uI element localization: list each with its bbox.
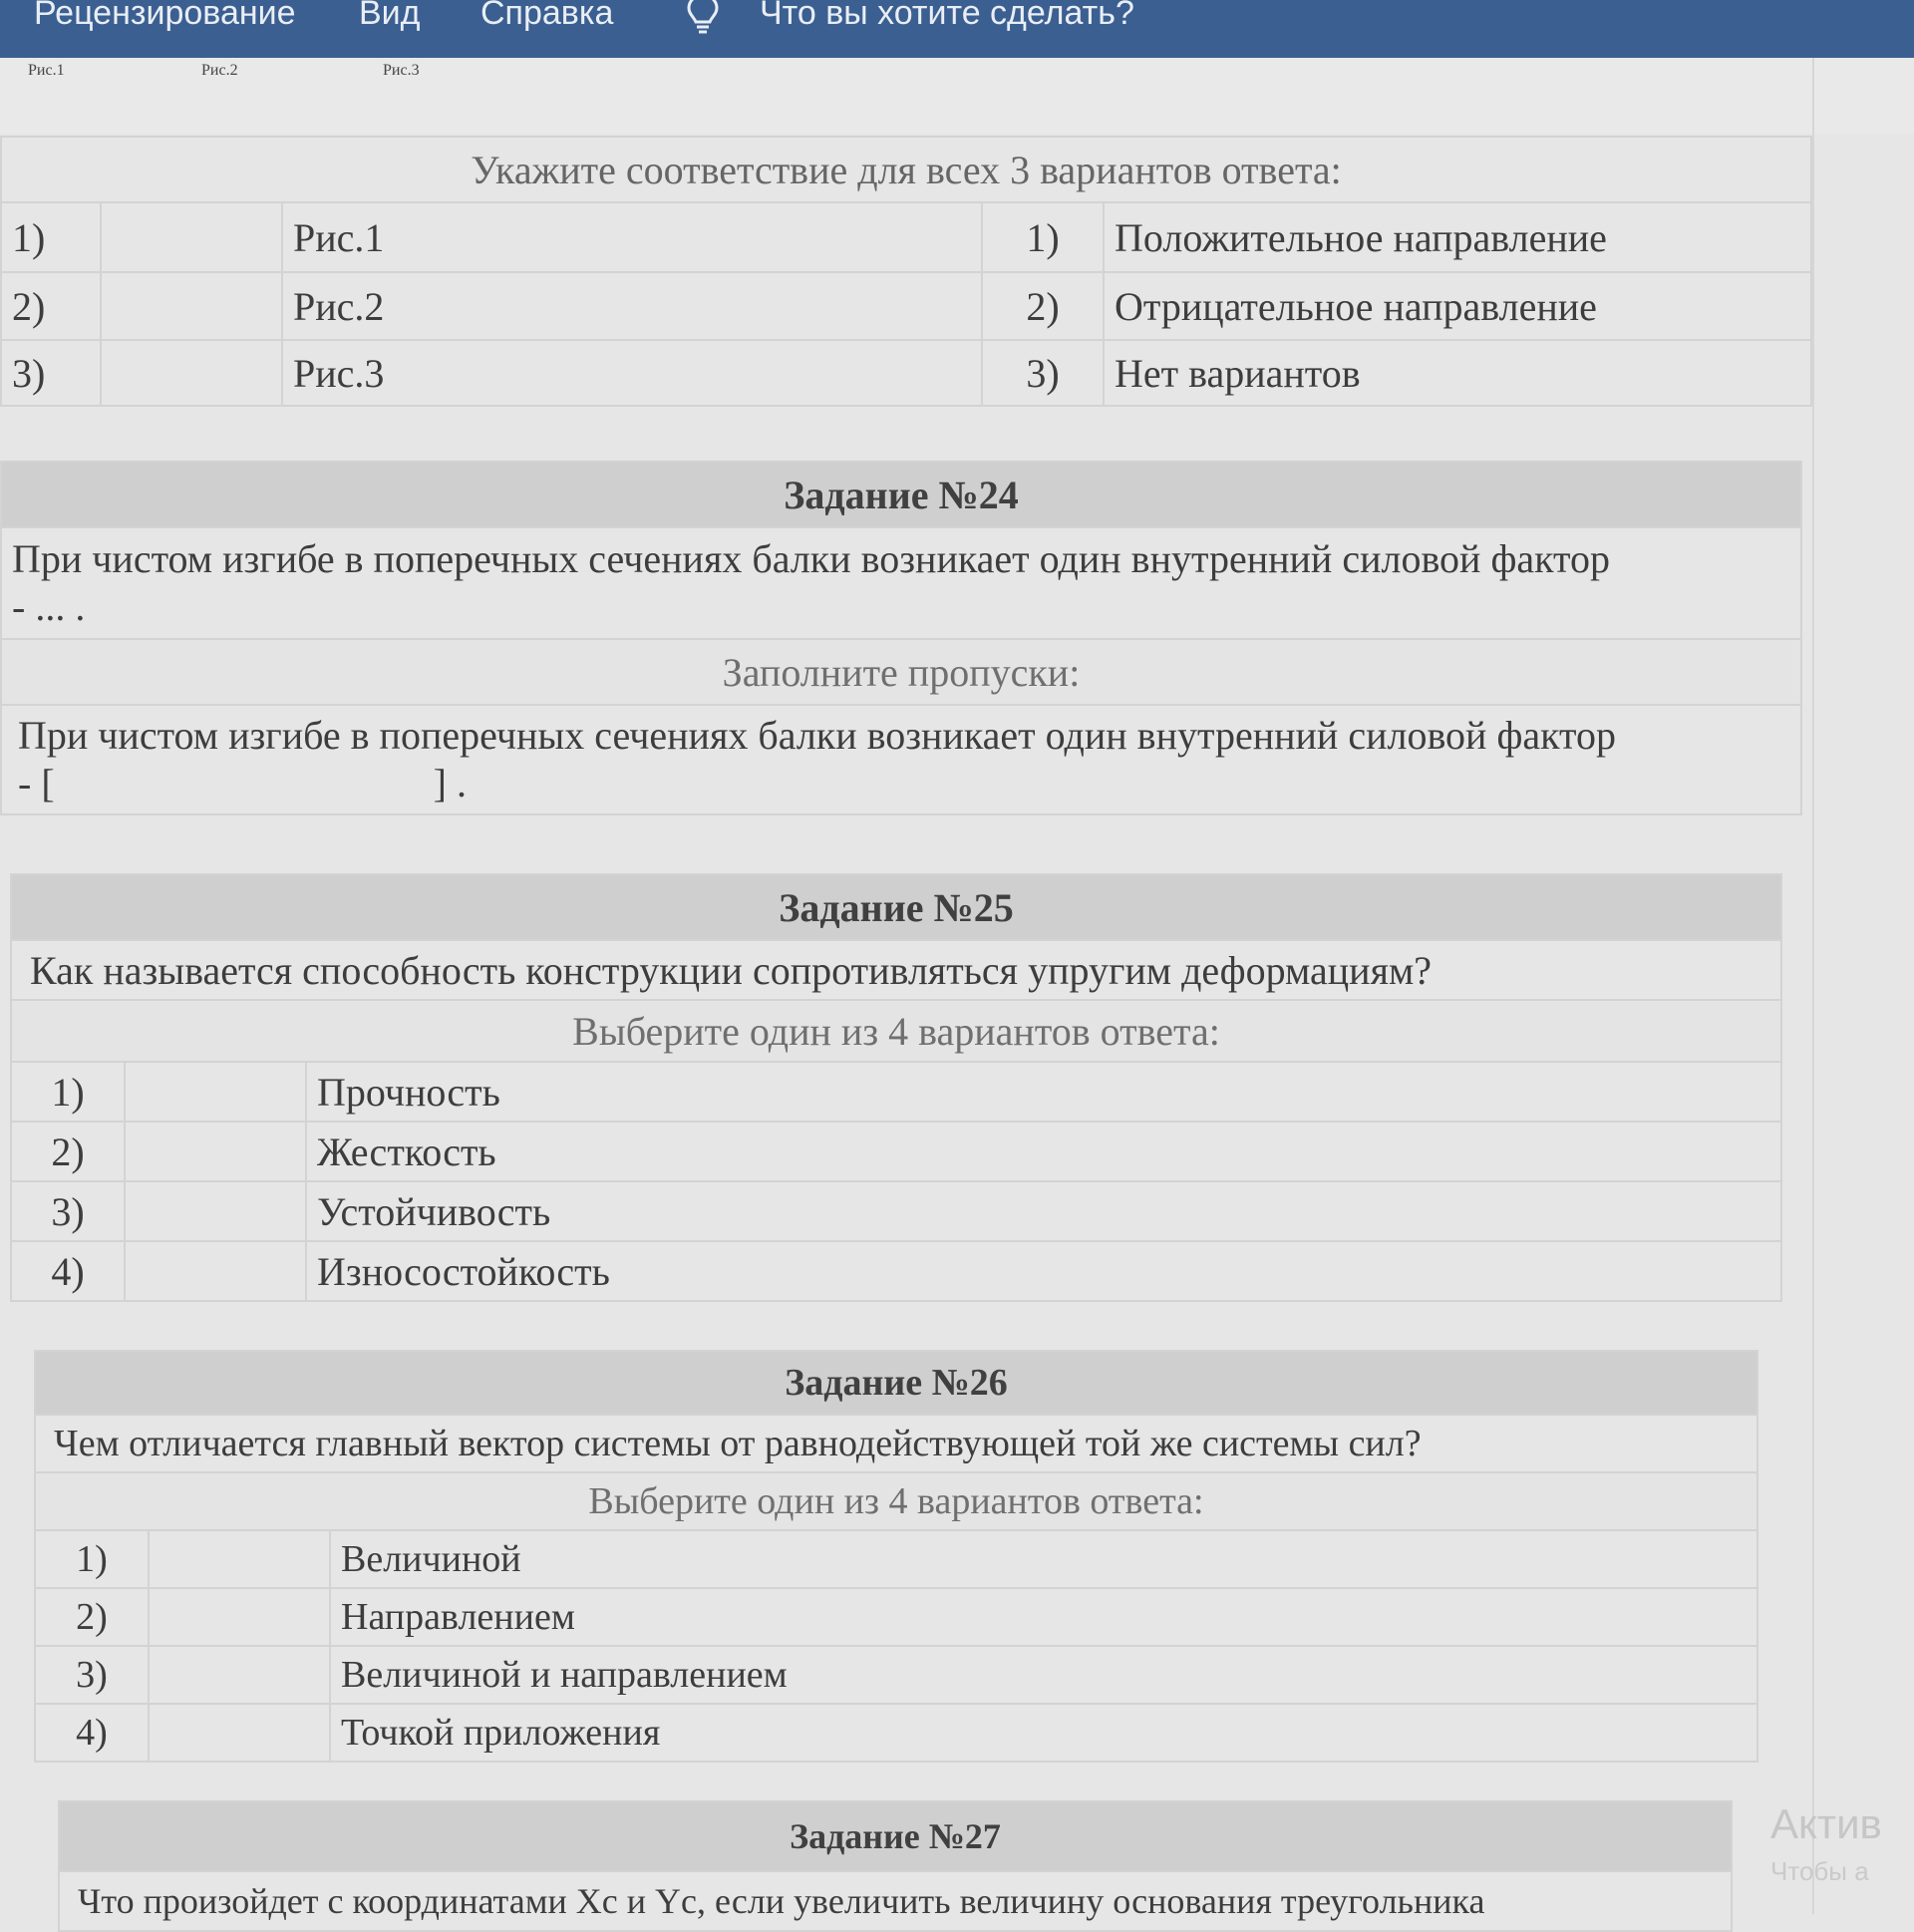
task23-left-num: 1) [1, 202, 101, 272]
task25-option-num: 1) [11, 1062, 125, 1122]
activation-watermark: Актив [1770, 1800, 1882, 1847]
task26-option-num: 2) [35, 1588, 149, 1646]
task26-option-text[interactable]: Направлением [330, 1588, 1757, 1646]
task23-right-num: 3) [982, 340, 1104, 406]
task25-question: Как называется способность конструкции сопротивляться упругим деформациям? [11, 940, 1781, 1000]
lightbulb-icon[interactable] [686, 0, 720, 36]
task26-option-select[interactable] [149, 1646, 330, 1704]
task27-title: Задание №27 [59, 1801, 1732, 1871]
task25-option-select[interactable] [125, 1062, 306, 1122]
task23-right-num: 1) [982, 202, 1104, 272]
task24-table [0, 461, 1802, 815]
task23-left-num: 3) [1, 340, 101, 406]
task25-option-num: 4) [11, 1241, 125, 1301]
task26-option-num: 3) [35, 1646, 149, 1704]
tell-me-search[interactable]: Что вы хотите сделать? [760, 0, 1134, 32]
page-edge [1812, 58, 1814, 1914]
task23-table [0, 136, 1812, 407]
figure-caption-3: Рис.3 [383, 62, 420, 79]
task25-table [10, 873, 1782, 1302]
task25-option-text[interactable]: Износостойкость [306, 1241, 1781, 1301]
task25-title: Задание №25 [11, 874, 1781, 940]
task25-option-text[interactable]: Прочность [306, 1062, 1781, 1122]
task23-left-item: Рис.2 [282, 272, 982, 340]
task27-question: Что произойдет с координатами Xc и Yc, если увеличить величину основания треугольника [59, 1871, 1732, 1931]
task25-option-num: 2) [11, 1122, 125, 1181]
task26-option-num: 1) [35, 1530, 149, 1588]
task24-instruction: Заполните пропуски: [1, 639, 1801, 705]
task23-left-item: Рис.3 [282, 340, 982, 406]
task23-right-item: Отрицательное направление [1104, 272, 1811, 340]
task26-option-text[interactable]: Точкой приложения [330, 1704, 1757, 1762]
task25-option-select[interactable] [125, 1181, 306, 1241]
figure-caption-1: Рис.1 [28, 62, 65, 79]
task24-fill-suffix: ] . [433, 761, 467, 805]
task23-left-item: Рис.1 [282, 202, 982, 272]
figure-caption-2: Рис.2 [201, 62, 238, 79]
task23-left-num: 2) [1, 272, 101, 340]
task23-answer-cell[interactable] [101, 272, 282, 340]
task27-table [58, 1800, 1733, 1932]
task23-instruction: Укажите соответствие для всех 3 вариантов ответа: [1, 137, 1811, 202]
task26-title: Задание №26 [35, 1351, 1757, 1415]
task25-option-select[interactable] [125, 1241, 306, 1301]
task25-option-text[interactable]: Устойчивость [306, 1181, 1781, 1241]
task25-option-num: 3) [11, 1181, 125, 1241]
task26-question: Чем отличается главный вектор системы от равнодействующей той же системы сил? [35, 1415, 1757, 1472]
task24-question-tail: - ... . [12, 584, 86, 629]
task26-option-select[interactable] [149, 1704, 330, 1762]
task23-answer-cell[interactable] [101, 202, 282, 272]
task24-fill-text: При чистом изгибе в поперечных сечениях балки возникает один внутренний силовой фактор [18, 713, 1616, 758]
activation-watermark-sub: Чтобы а [1770, 1856, 1869, 1886]
task25-option-select[interactable] [125, 1122, 306, 1181]
task23-answer-cell[interactable] [101, 340, 282, 406]
tab-help[interactable]: Справка [480, 0, 614, 32]
task26-option-text[interactable]: Величиной [330, 1530, 1757, 1588]
task23-right-num: 2) [982, 272, 1104, 340]
task23-right-item: Нет вариантов [1104, 340, 1811, 406]
task26-instruction: Выберите один из 4 вариантов ответа: [35, 1472, 1757, 1530]
task26-option-select[interactable] [149, 1588, 330, 1646]
tab-view[interactable]: Вид [359, 0, 421, 32]
tab-review[interactable]: Рецензирование [34, 0, 296, 32]
task24-question: При чистом изгибе в поперечных сечениях балки возникает один внутренний силовой фактор [12, 536, 1610, 581]
task24-title: Задание №24 [1, 462, 1801, 527]
task26-option-num: 4) [35, 1704, 149, 1762]
task25-instruction: Выберите один из 4 вариантов ответа: [11, 1000, 1781, 1062]
figure-captions-row [0, 58, 1914, 134]
task26-table [34, 1350, 1758, 1763]
ribbon-bar [0, 0, 1914, 58]
task24-fill-prefix: - [ [18, 761, 55, 805]
task26-option-select[interactable] [149, 1530, 330, 1588]
task26-option-text[interactable]: Величиной и направлением [330, 1646, 1757, 1704]
task25-option-text[interactable]: Жесткость [306, 1122, 1781, 1181]
task23-right-item: Положительное направление [1104, 202, 1811, 272]
